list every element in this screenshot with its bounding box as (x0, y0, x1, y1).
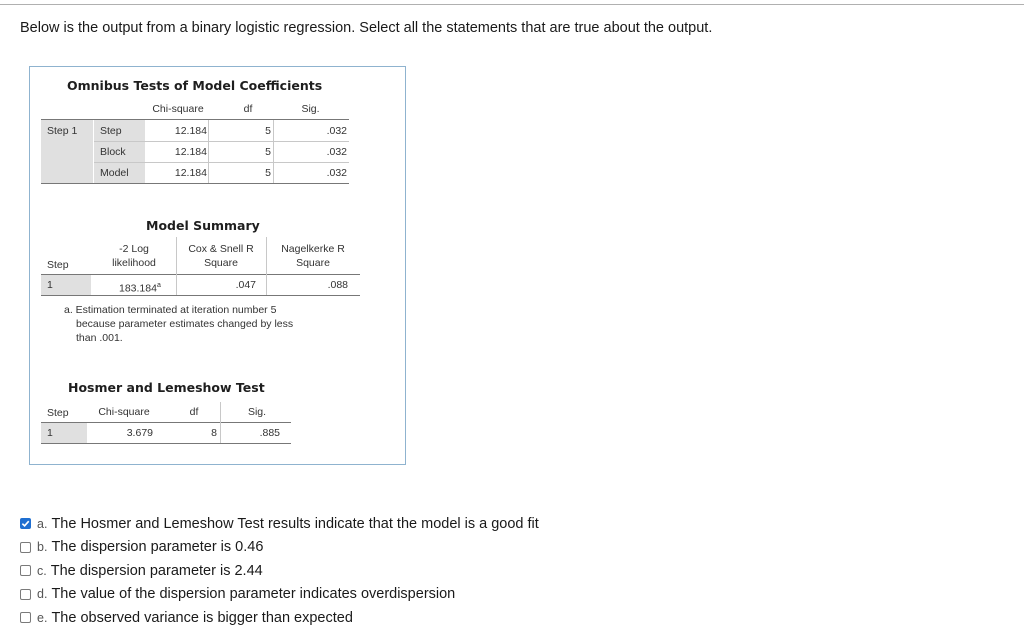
option-text: The dispersion parameter is 2.44 (50, 562, 263, 579)
option-a[interactable] (20, 512, 539, 536)
summary-footnote (64, 303, 334, 345)
summary-header-cox: Cox & Snell R (188, 243, 254, 255)
summary-col-divider (176, 237, 177, 295)
summary-header-loglik-2: likelihood (112, 257, 156, 269)
omnibus-row-df: 5 (265, 146, 271, 158)
summary-row-step: 1 (47, 279, 53, 291)
option-text: The Hosmer and Lemeshow Test results indicate that the model is a good fit (51, 515, 539, 532)
option-e[interactable] (20, 606, 539, 630)
omnibus-row-chi: 12.184 (174, 125, 207, 137)
omnibus-bottom-rule (41, 183, 349, 184)
summary-header-loglik: -2 Log (119, 243, 149, 255)
omnibus-group-label: Step 1 (47, 125, 78, 137)
summary-header-cox-2: Square (204, 257, 238, 269)
omnibus-row-sig: .032 (326, 146, 347, 158)
omnibus-row-chi: 12.184 (174, 167, 207, 179)
option-letter: a. (37, 516, 48, 531)
option-text: The dispersion parameter is 0.46 (51, 539, 264, 556)
omnibus-title: Omnibus Tests of Model Coefficients (67, 78, 323, 93)
footnote-line: a. Estimation terminated at iteration number 5 (64, 304, 277, 316)
hosmer-bottom-rule (41, 443, 291, 444)
checkbox-unchecked[interactable] (20, 565, 31, 576)
option-text: The value of the dispersion parameter indicates overdispersion (51, 586, 456, 603)
omnibus-row-label: Model (100, 167, 129, 179)
footnote-line: than .001. (76, 332, 123, 344)
omnibus-header-sig: Sig. (301, 103, 320, 115)
footnote-line: because parameter estimates changed by less (76, 318, 294, 330)
checkbox-unchecked[interactable] (20, 542, 31, 553)
summary-row-loglik (119, 279, 161, 296)
hosmer-col-divider (220, 402, 221, 443)
option-b[interactable] (20, 536, 539, 560)
checkmark-icon (21, 519, 30, 528)
hosmer-row-sig: .885 (259, 427, 280, 439)
omnibus-row-df: 5 (265, 125, 271, 137)
omnibus-row-chi: 12.184 (174, 146, 207, 158)
option-letter: c. (37, 563, 47, 578)
summary-header-nagelkerke-2: Square (296, 257, 330, 269)
option-letter: d. (37, 587, 48, 602)
omnibus-row-sig: .032 (326, 167, 347, 179)
omnibus-row-rule (94, 141, 349, 142)
omnibus-row-label: Step (100, 125, 122, 137)
option-letter: e. (37, 610, 48, 625)
top-divider (0, 4, 1024, 5)
option-d[interactable] (20, 583, 539, 607)
omnibus-row-label: Block (100, 146, 126, 158)
hosmer-header-chi: Chi-square (98, 406, 150, 418)
summary-header-nagelkerke: Nagelkerke R (281, 243, 345, 255)
omnibus-row-df: 5 (265, 167, 271, 179)
spss-output-panel (29, 66, 406, 465)
hosmer-header-step: Step (47, 407, 69, 419)
summary-row-nagelkerke: .088 (327, 279, 348, 291)
loglik-value: 183.184 (119, 282, 157, 295)
hosmer-row-chi: 3.679 (126, 427, 153, 439)
summary-title: Model Summary (146, 218, 260, 233)
checkbox-unchecked[interactable] (20, 612, 31, 623)
omnibus-header-df: df (243, 103, 253, 115)
option-c[interactable] (20, 559, 539, 583)
omnibus-header-chi: Chi-square (152, 103, 204, 115)
answer-options (20, 512, 539, 630)
omnibus-col-divider (208, 120, 209, 183)
omnibus-row-rule (94, 162, 349, 163)
summary-header-step: Step (47, 259, 69, 271)
checkbox-checked[interactable] (20, 518, 31, 529)
option-text: The observed variance is bigger than expected (51, 609, 353, 626)
hosmer-row-df: 8 (211, 427, 217, 439)
hosmer-title: Hosmer and Lemeshow Test (68, 380, 265, 395)
hosmer-header-df: df (189, 406, 199, 418)
summary-col-divider (266, 237, 267, 295)
hosmer-header-sig: Sig. (247, 406, 267, 418)
footnote-marker: a (156, 282, 161, 289)
checkbox-unchecked[interactable] (20, 589, 31, 600)
summary-bottom-rule (41, 295, 360, 296)
hosmer-row-step: 1 (47, 427, 53, 439)
omnibus-col-divider (273, 120, 274, 183)
question-text: Below is the output from a binary logistic regression. Select all the statements that are true about the output. (20, 20, 713, 36)
option-letter: b. (37, 540, 48, 555)
summary-row-cox: .047 (235, 279, 256, 291)
omnibus-row-sig: .032 (326, 125, 347, 137)
